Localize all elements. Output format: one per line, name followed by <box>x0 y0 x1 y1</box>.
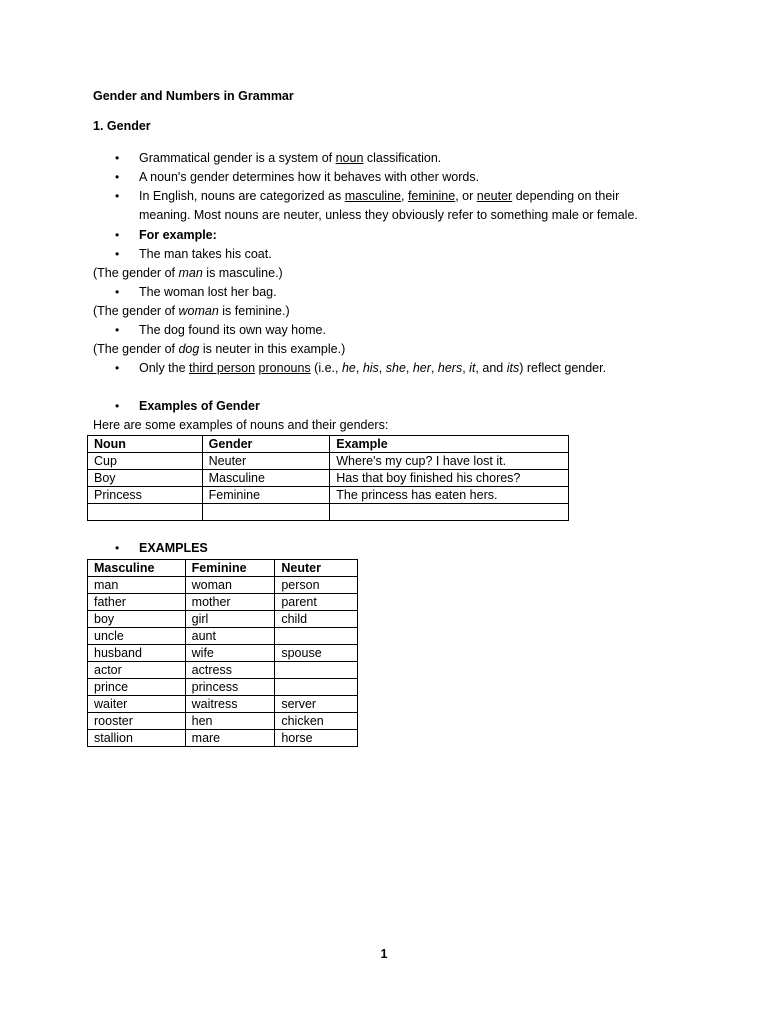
table-cell <box>202 504 330 521</box>
bullet-item-continuation: meaning. Most nouns are neuter, unless they obviously refer to something male or female. <box>139 208 638 222</box>
bullet-item: The man takes his coat. <box>139 247 272 261</box>
bullet-item: The dog found its own way home. <box>139 323 326 337</box>
table-cell: rooster <box>88 713 186 730</box>
table-cell: uncle <box>88 628 186 645</box>
table-cell: Neuter <box>202 453 330 470</box>
table-cell: chicken <box>275 713 358 730</box>
table-cell: Cup <box>88 453 203 470</box>
gender-note: (The gender of woman is feminine.) <box>93 304 290 318</box>
pronouns-link[interactable]: pronouns <box>258 361 311 375</box>
table-header-cell: Noun <box>88 436 203 453</box>
table-row <box>88 628 358 645</box>
table-row-empty <box>88 504 569 521</box>
table-cell: hen <box>185 713 275 730</box>
bullet-item: In English, nouns are categorized as masculine, feminine, or neuter depending on their <box>139 189 620 203</box>
table-cell: stallion <box>88 730 186 747</box>
table-cell <box>275 628 358 645</box>
bullet-item: Only the third person pronouns (i.e., he, his, she, her, hers, it, and its) reflect gender. <box>139 361 607 375</box>
table-row <box>88 470 569 487</box>
table-cell: aunt <box>185 628 275 645</box>
masculine-link[interactable]: masculine <box>344 189 401 203</box>
bullet-icon: • <box>115 399 120 413</box>
table-row <box>88 662 358 679</box>
noun-link[interactable]: noun <box>335 151 364 165</box>
bullet-item: For example: <box>139 228 217 242</box>
table-cell: wife <box>185 645 275 662</box>
table-cell: Where's my cup? I have lost it. <box>330 453 569 470</box>
feminine-link[interactable]: feminine <box>407 189 456 203</box>
table-header-cell: Gender <box>202 436 330 453</box>
table-cell: Feminine <box>202 487 330 504</box>
bullet-item: The woman lost her bag. <box>139 285 277 299</box>
bullet-icon: • <box>115 541 120 555</box>
table-cell: boy <box>88 611 186 628</box>
bullet-icon: • <box>115 323 120 337</box>
section-heading: 1. Gender <box>93 119 151 133</box>
table-header-cell: Neuter <box>275 560 358 577</box>
document-title: Gender and Numbers in Grammar <box>93 89 294 103</box>
table-row <box>88 730 358 747</box>
bullet-icon: • <box>115 170 120 184</box>
table-header-cell: Masculine <box>88 560 186 577</box>
table-row <box>88 645 358 662</box>
table-cell: waitress <box>185 696 275 713</box>
examples-heading: EXAMPLES <box>139 541 208 555</box>
table-cell: husband <box>88 645 186 662</box>
table-cell: mare <box>185 730 275 747</box>
table-cell: The princess has eaten hers. <box>330 487 569 504</box>
bullet-icon: • <box>115 228 120 242</box>
table-header-cell: Feminine <box>185 560 275 577</box>
intro-line: Here are some examples of nouns and their genders: <box>93 418 389 432</box>
table-cell: horse <box>275 730 358 747</box>
third-person-link[interactable]: third person <box>189 361 256 375</box>
table-header-row <box>88 436 569 453</box>
gender-note: (The gender of man is masculine.) <box>93 266 283 280</box>
table-row <box>88 696 358 713</box>
bullet-icon: • <box>115 189 120 203</box>
table-header-cell: Example <box>330 436 569 453</box>
gender-note: (The gender of dog is neuter in this example.) <box>93 342 346 356</box>
table-cell <box>330 504 569 521</box>
table-row <box>88 487 569 504</box>
table-cell: girl <box>185 611 275 628</box>
table-cell: person <box>275 577 358 594</box>
table-cell <box>88 504 203 521</box>
bullet-icon: • <box>115 151 120 165</box>
table-row <box>88 453 569 470</box>
table-row <box>88 594 358 611</box>
bullet-icon: • <box>115 285 120 299</box>
table-row <box>88 713 358 730</box>
table-cell: actress <box>185 662 275 679</box>
bullet-icon: • <box>115 361 120 375</box>
table-row <box>88 611 358 628</box>
bullet-item: Examples of Gender <box>139 399 260 413</box>
table-cell: child <box>275 611 358 628</box>
table-row <box>88 679 358 696</box>
bullet-icon: • <box>115 247 120 261</box>
bullet-item: Grammatical gender is a system of noun classification. <box>139 151 442 165</box>
table-cell: waiter <box>88 696 186 713</box>
table-cell: server <box>275 696 358 713</box>
table-cell: mother <box>185 594 275 611</box>
neuter-link[interactable]: neuter <box>476 189 513 203</box>
table-cell: actor <box>88 662 186 679</box>
table-cell: Boy <box>88 470 203 487</box>
table-cell: prince <box>88 679 186 696</box>
table-row <box>88 577 358 594</box>
table-cell: spouse <box>275 645 358 662</box>
table-cell: Has that boy finished his chores? <box>330 470 569 487</box>
bullet-item: A noun's gender determines how it behaves with other words. <box>139 170 480 184</box>
table-cell: princess <box>185 679 275 696</box>
table-cell: woman <box>185 577 275 594</box>
table-cell: man <box>88 577 186 594</box>
table-cell: parent <box>275 594 358 611</box>
table-cell: Masculine <box>202 470 330 487</box>
table-cell <box>275 662 358 679</box>
table-header-row <box>88 560 358 577</box>
table-cell: Princess <box>88 487 203 504</box>
gender-examples-table <box>87 435 569 521</box>
table-cell: father <box>88 594 186 611</box>
page-number: 1 <box>380 947 388 961</box>
gender-word-table <box>87 559 358 747</box>
table-cell <box>275 679 358 696</box>
